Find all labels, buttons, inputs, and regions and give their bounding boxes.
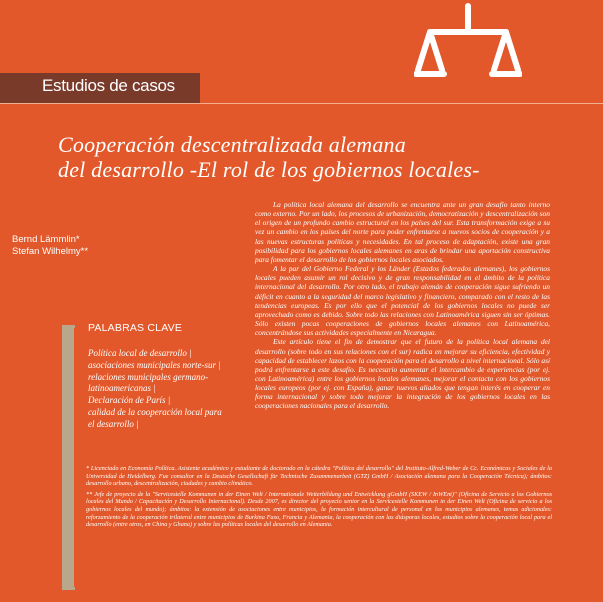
body-paragraph-2: A la par del Gobierno Federal y los Länder (Estados federados alemanes), los gobiernos locales pueden asumir un rol decisivo y de gran responsabilidad en el ámbito de la política internacional del desarrollo. Por otro lado, el trabajo alemán de cooperación sigue sufriendo un déficit en cuanto a la seguridad del marco legislativo y financiero, comparado con el resto de las tendencias europeas. Es por ello que el potencial de los gobiernos locales no puede ser aprovechado como es debido. Sobre todo las relaciones con Latinoamérica siguen sin ser óptimas. Sólo existen pocas cooperaciones de gobiernos locales alemanes con Latinoamérica, concentrándose sus actividades especialmente en Nicaragua. xyxy=(255,264,550,338)
body-paragraph-1: La política local alemana del desarrollo se encuentra ante un gran desafío tanto interno como externo. Por un lado, los procesos de urbanización, democratización y descentralización son el origen de un profundo cambio estructural en los países del sur. Esta transformación exige a su vez un cambio en los países del norte para poder enfrentarse a nuevos socios de cooperación y a las nuevas estructuras políticas y necesidades. En tal proceso de adaptación, existe una gran posibilidad para los gobiernos locales alemanes en aras de brindar una aportación constructiva para fomentar el desarrollo de los gobiernos locales asociados. xyxy=(255,200,550,264)
section-label: Estudios de casos xyxy=(42,76,175,95)
footnotes xyxy=(86,465,552,532)
keywords-bracket xyxy=(62,325,75,590)
keyword-item: Política local de desarrollo | xyxy=(88,348,192,358)
scale-of-justice-icon xyxy=(414,2,522,98)
footnote-2: ** Jefe de proyecto de la "Servicestelle Kommunen in der Einen Welt / Internationale Weiterbildung und Entwicklung gGmbH (SKEW / InWEnt)" (Oficina de Servicio a los Gobiernos locales del Mundo / Capacitación y Desarrollo Internacional). Desde 2007, es director del proyecto senior en la Servicestelle Kommunen in der Einen Welt (Oficina de servicio a los gobiernos locales del mundo); ámbitos: la extensión de asociaciones entre municipios, la formación intercultural de personal en los municipios alemanes, temas adicionales: reforzamiento de la cooperación trilateral entre municipios de Burkina Faso, Francia y Alemania, la cooperación con las diásporas locales, estudios sobre la cooperación local para el desarrollo (entre otros, en China y Ghana) y sobre las políticas locales del desarrollo en Alemania. xyxy=(86,490,552,529)
keywords-title: PALABRAS CLAVE xyxy=(88,322,183,334)
article-body xyxy=(255,200,550,411)
footnote-1: * Licenciado en Economía Política. Asistente académico y estudiante de doctorado en la cátedra "Política del desarrollo" del Instituto-Alfred-Weber de Cc. Económicas y Sociales de la Universidad de Heidelberg. Fue consultor en la Deutsche Gesellschaft für Technische Zusammenarbeit (GTZ) GmbH / Asociación alemana para la Cooperación Técnica); ámbitos: desarrollo urbano, descentralización, ciudades y cambio climático. xyxy=(86,465,552,488)
author-list xyxy=(12,234,88,258)
keyword-item: calidad de la cooperación local para xyxy=(88,406,222,417)
keyword-item: relaciones municipales germano- xyxy=(88,371,209,382)
keyword-item: Declaración de París | xyxy=(88,395,171,406)
body-paragraph-3: Este artículo tiene el fin de demostrar que el futuro de la política local alemana del desarrollo (sobre todo en sus relaciones con el sur) radica en mejorar su eficiencia, efectividad y capacidad de establecer lazos con la cooperación para el desarrollo a nivel internacional. Sólo así podrá enfrentarse a este desafío. Es necesario aumentar el intercambio de experiencias (por ej. con Latinoamérica) entre los gobiernos locales alemanes, mejorar el contacto con los gobiernos locales europeos (por ej. con España), ganar nuevos aliados que tengan interés en cooperar en forma internacional y sobre todo mejorar la integración de los gobiernos locales en las cooperaciones nacionales para el desarrollo. xyxy=(255,337,550,411)
title-line-2: del desarrollo -El rol de los gobiernos locales- xyxy=(58,157,480,182)
keyword-item: el desarrollo | xyxy=(88,418,139,429)
header-divider xyxy=(0,103,603,104)
article-title xyxy=(58,132,578,182)
keyword-item: latinoamericanas | xyxy=(88,383,156,394)
keyword-item: asociaciones municipales norte-sur | xyxy=(88,359,221,370)
keywords-list xyxy=(88,348,278,431)
author-1: Bernd Lämmlin* xyxy=(12,234,80,245)
author-2: Stefan Wilhelmy** xyxy=(12,246,89,257)
title-line-1: Cooperación descentralizada alemana xyxy=(58,132,406,157)
